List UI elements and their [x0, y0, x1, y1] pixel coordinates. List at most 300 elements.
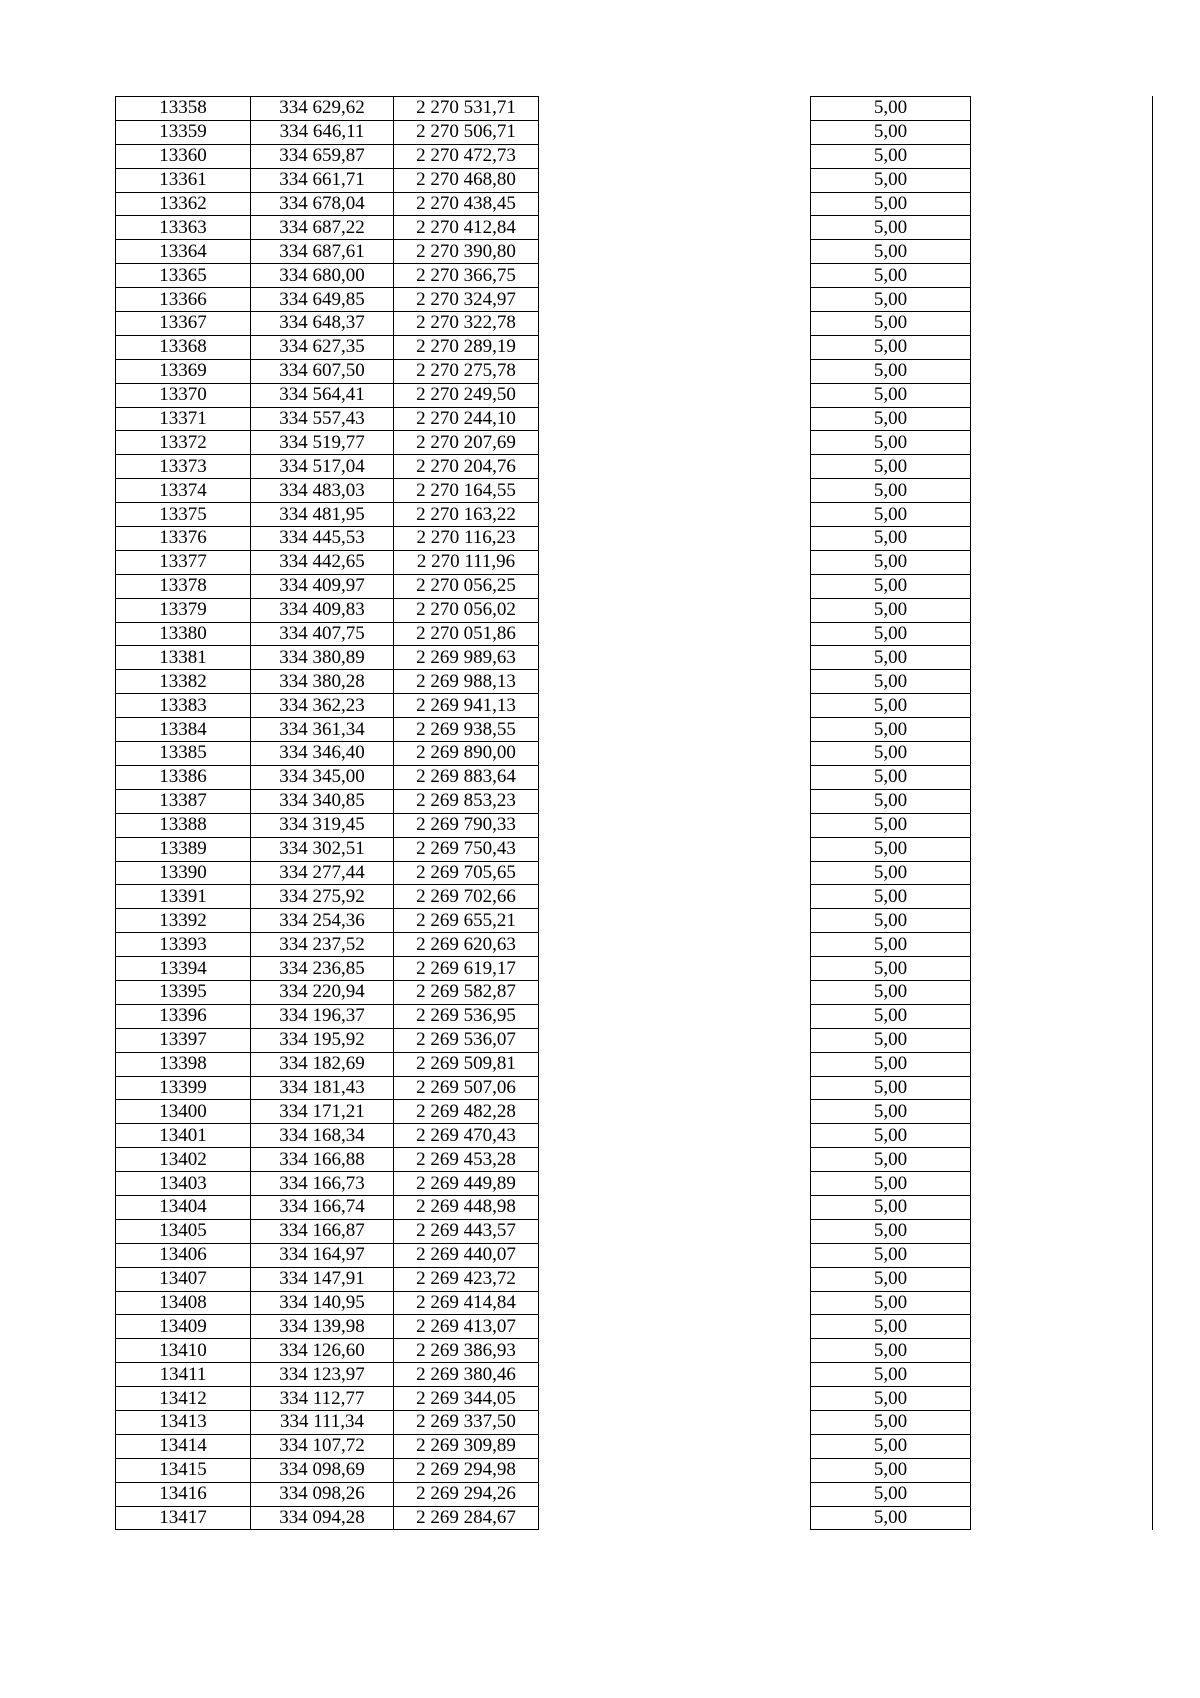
y-coordinate-cell: 2 270 390,80: [394, 240, 539, 264]
empty-cell: [539, 1482, 811, 1506]
table-row: [116, 407, 1153, 431]
x-coordinate-cell: 334 195,92: [251, 1028, 394, 1052]
value-cell: 5,00: [811, 144, 971, 168]
value-cell: 5,00: [811, 1363, 971, 1387]
value-cell: 5,00: [811, 1458, 971, 1482]
value-cell: 5,00: [811, 455, 971, 479]
table-row: [116, 192, 1153, 216]
note-cell: [971, 837, 1153, 861]
empty-cell: [539, 1243, 811, 1267]
point-number-cell: 13380: [116, 622, 251, 646]
table-row: [116, 479, 1153, 503]
note-cell: [971, 694, 1153, 718]
y-coordinate-cell: 2 270 244,10: [394, 407, 539, 431]
point-number-cell: 13369: [116, 359, 251, 383]
value-cell: 5,00: [811, 1028, 971, 1052]
x-coordinate-cell: 334 220,94: [251, 980, 394, 1004]
table-row: [116, 264, 1153, 288]
note-cell: [971, 431, 1153, 455]
note-cell: [971, 1100, 1153, 1124]
empty-cell: [539, 312, 811, 336]
x-coordinate-cell: 334 649,85: [251, 288, 394, 312]
empty-cell: [539, 550, 811, 574]
x-coordinate-cell: 334 564,41: [251, 383, 394, 407]
table-row: [116, 1148, 1153, 1172]
value-cell: 5,00: [811, 527, 971, 551]
value-cell: 5,00: [811, 503, 971, 527]
value-cell: 5,00: [811, 431, 971, 455]
point-number-cell: 13373: [116, 455, 251, 479]
table-row: [116, 216, 1153, 240]
note-cell: [971, 527, 1153, 551]
note-cell: [971, 861, 1153, 885]
x-coordinate-cell: 334 166,74: [251, 1195, 394, 1219]
empty-cell: [539, 240, 811, 264]
y-coordinate-cell: 2 270 111,96: [394, 550, 539, 574]
note-cell: [971, 1363, 1153, 1387]
y-coordinate-cell: 2 269 702,66: [394, 885, 539, 909]
note-cell: [971, 1243, 1153, 1267]
point-number-cell: 13402: [116, 1148, 251, 1172]
value-cell: 5,00: [811, 718, 971, 742]
point-number-cell: 13375: [116, 503, 251, 527]
table-row: [116, 1195, 1153, 1219]
value-cell: 5,00: [811, 97, 971, 121]
point-number-cell: 13397: [116, 1028, 251, 1052]
note-cell: [971, 359, 1153, 383]
empty-cell: [539, 1387, 811, 1411]
value-cell: 5,00: [811, 264, 971, 288]
point-number-cell: 13360: [116, 144, 251, 168]
point-number-cell: 13416: [116, 1482, 251, 1506]
x-coordinate-cell: 334 098,26: [251, 1482, 394, 1506]
note-cell: [971, 1172, 1153, 1196]
point-number-cell: 13390: [116, 861, 251, 885]
table-row: [116, 527, 1153, 551]
point-number-cell: 13393: [116, 933, 251, 957]
value-cell: 5,00: [811, 1172, 971, 1196]
y-coordinate-cell: 2 269 620,63: [394, 933, 539, 957]
empty-cell: [539, 335, 811, 359]
table-row: [116, 1219, 1153, 1243]
point-number-cell: 13392: [116, 909, 251, 933]
y-coordinate-cell: 2 270 322,78: [394, 312, 539, 336]
empty-cell: [539, 479, 811, 503]
point-number-cell: 13384: [116, 718, 251, 742]
note-cell: [971, 1219, 1153, 1243]
table-row: [116, 144, 1153, 168]
point-number-cell: 13414: [116, 1434, 251, 1458]
empty-cell: [539, 1291, 811, 1315]
y-coordinate-cell: 2 269 938,55: [394, 718, 539, 742]
point-number-cell: 13379: [116, 598, 251, 622]
y-coordinate-cell: 2 269 536,07: [394, 1028, 539, 1052]
table-row: [116, 1458, 1153, 1482]
point-number-cell: 13405: [116, 1219, 251, 1243]
x-coordinate-cell: 334 254,36: [251, 909, 394, 933]
value-cell: 5,00: [811, 120, 971, 144]
value-cell: 5,00: [811, 192, 971, 216]
empty-cell: [539, 1458, 811, 1482]
point-number-cell: 13403: [116, 1172, 251, 1196]
table-row: [116, 1004, 1153, 1028]
empty-cell: [539, 288, 811, 312]
point-number-cell: 13401: [116, 1124, 251, 1148]
value-cell: 5,00: [811, 550, 971, 574]
table-row: [116, 574, 1153, 598]
table-row: [116, 120, 1153, 144]
empty-cell: [539, 622, 811, 646]
y-coordinate-cell: 2 269 284,67: [394, 1506, 539, 1530]
x-coordinate-cell: 334 098,69: [251, 1458, 394, 1482]
empty-cell: [539, 1172, 811, 1196]
x-coordinate-cell: 334 166,73: [251, 1172, 394, 1196]
value-cell: 5,00: [811, 885, 971, 909]
note-cell: [971, 240, 1153, 264]
y-coordinate-cell: 2 270 472,73: [394, 144, 539, 168]
x-coordinate-cell: 334 519,77: [251, 431, 394, 455]
note-cell: [971, 1052, 1153, 1076]
y-coordinate-cell: 2 269 883,64: [394, 765, 539, 789]
x-coordinate-cell: 334 168,34: [251, 1124, 394, 1148]
value-cell: 5,00: [811, 1387, 971, 1411]
x-coordinate-cell: 334 407,75: [251, 622, 394, 646]
point-number-cell: 13406: [116, 1243, 251, 1267]
y-coordinate-cell: 2 270 366,75: [394, 264, 539, 288]
value-cell: 5,00: [811, 1148, 971, 1172]
value-cell: 5,00: [811, 1243, 971, 1267]
empty-cell: [539, 168, 811, 192]
y-coordinate-cell: 2 269 750,43: [394, 837, 539, 861]
x-coordinate-cell: 334 139,98: [251, 1315, 394, 1339]
value-cell: 5,00: [811, 359, 971, 383]
value-cell: 5,00: [811, 813, 971, 837]
value-cell: 5,00: [811, 670, 971, 694]
empty-cell: [539, 980, 811, 1004]
table-row: [116, 1387, 1153, 1411]
y-coordinate-cell: 2 270 204,76: [394, 455, 539, 479]
x-coordinate-cell: 334 557,43: [251, 407, 394, 431]
y-coordinate-cell: 2 269 423,72: [394, 1267, 539, 1291]
coordinates-table-body: [116, 97, 1153, 1530]
empty-cell: [539, 837, 811, 861]
note-cell: [971, 335, 1153, 359]
table-row: [116, 1100, 1153, 1124]
note-cell: [971, 1028, 1153, 1052]
x-coordinate-cell: 334 680,00: [251, 264, 394, 288]
x-coordinate-cell: 334 275,92: [251, 885, 394, 909]
table-row: [116, 1028, 1153, 1052]
empty-cell: [539, 1219, 811, 1243]
point-number-cell: 13381: [116, 646, 251, 670]
empty-cell: [539, 144, 811, 168]
value-cell: 5,00: [811, 1482, 971, 1506]
table-row: [116, 1363, 1153, 1387]
table-row: [116, 1291, 1153, 1315]
y-coordinate-cell: 2 269 443,57: [394, 1219, 539, 1243]
value-cell: 5,00: [811, 1004, 971, 1028]
point-number-cell: 13398: [116, 1052, 251, 1076]
value-cell: 5,00: [811, 622, 971, 646]
table-row: [116, 598, 1153, 622]
x-coordinate-cell: 334 659,87: [251, 144, 394, 168]
y-coordinate-cell: 2 269 705,65: [394, 861, 539, 885]
table-row: [116, 1124, 1153, 1148]
empty-cell: [539, 503, 811, 527]
x-coordinate-cell: 334 164,97: [251, 1243, 394, 1267]
empty-cell: [539, 1410, 811, 1434]
note-cell: [971, 1458, 1153, 1482]
point-number-cell: 13409: [116, 1315, 251, 1339]
x-coordinate-cell: 334 140,95: [251, 1291, 394, 1315]
note-cell: [971, 718, 1153, 742]
note-cell: [971, 455, 1153, 479]
y-coordinate-cell: 2 269 655,21: [394, 909, 539, 933]
note-cell: [971, 264, 1153, 288]
table-row: [116, 503, 1153, 527]
y-coordinate-cell: 2 269 414,84: [394, 1291, 539, 1315]
x-coordinate-cell: 334 236,85: [251, 957, 394, 981]
empty-cell: [539, 909, 811, 933]
table-row: [116, 980, 1153, 1004]
empty-cell: [539, 1076, 811, 1100]
note-cell: [971, 1267, 1153, 1291]
note-cell: [971, 813, 1153, 837]
value-cell: 5,00: [811, 1100, 971, 1124]
y-coordinate-cell: 2 269 619,17: [394, 957, 539, 981]
point-number-cell: 13407: [116, 1267, 251, 1291]
y-coordinate-cell: 2 270 506,71: [394, 120, 539, 144]
empty-cell: [539, 359, 811, 383]
point-number-cell: 13377: [116, 550, 251, 574]
y-coordinate-cell: 2 269 536,95: [394, 1004, 539, 1028]
empty-cell: [539, 1195, 811, 1219]
value-cell: 5,00: [811, 598, 971, 622]
empty-cell: [539, 264, 811, 288]
empty-cell: [539, 527, 811, 551]
empty-cell: [539, 574, 811, 598]
note-cell: [971, 1506, 1153, 1530]
x-coordinate-cell: 334 629,62: [251, 97, 394, 121]
value-cell: 5,00: [811, 383, 971, 407]
note-cell: [971, 192, 1153, 216]
x-coordinate-cell: 334 340,85: [251, 789, 394, 813]
point-number-cell: 13370: [116, 383, 251, 407]
table-row: [116, 813, 1153, 837]
point-number-cell: 13412: [116, 1387, 251, 1411]
empty-cell: [539, 694, 811, 718]
value-cell: 5,00: [811, 1506, 971, 1530]
table-row: [116, 909, 1153, 933]
note-cell: [971, 670, 1153, 694]
value-cell: 5,00: [811, 288, 971, 312]
y-coordinate-cell: 2 269 309,89: [394, 1434, 539, 1458]
point-number-cell: 13367: [116, 312, 251, 336]
y-coordinate-cell: 2 270 438,45: [394, 192, 539, 216]
point-number-cell: 13371: [116, 407, 251, 431]
point-number-cell: 13417: [116, 1506, 251, 1530]
y-coordinate-cell: 2 270 056,25: [394, 574, 539, 598]
y-coordinate-cell: 2 270 289,19: [394, 335, 539, 359]
note-cell: [971, 1124, 1153, 1148]
x-coordinate-cell: 334 627,35: [251, 335, 394, 359]
x-coordinate-cell: 334 442,65: [251, 550, 394, 574]
note-cell: [971, 1004, 1153, 1028]
y-coordinate-cell: 2 269 386,93: [394, 1339, 539, 1363]
y-coordinate-cell: 2 269 482,28: [394, 1100, 539, 1124]
empty-cell: [539, 1100, 811, 1124]
point-number-cell: 13374: [116, 479, 251, 503]
note-cell: [971, 909, 1153, 933]
y-coordinate-cell: 2 269 294,98: [394, 1458, 539, 1482]
x-coordinate-cell: 334 166,87: [251, 1219, 394, 1243]
table-row: [116, 670, 1153, 694]
point-number-cell: 13387: [116, 789, 251, 813]
note-cell: [971, 503, 1153, 527]
empty-cell: [539, 742, 811, 766]
x-coordinate-cell: 334 380,28: [251, 670, 394, 694]
table-row: [116, 861, 1153, 885]
note-cell: [971, 479, 1153, 503]
point-number-cell: 13359: [116, 120, 251, 144]
point-number-cell: 13404: [116, 1195, 251, 1219]
y-coordinate-cell: 2 269 853,23: [394, 789, 539, 813]
table-row: [116, 359, 1153, 383]
point-number-cell: 13382: [116, 670, 251, 694]
empty-cell: [539, 192, 811, 216]
x-coordinate-cell: 334 409,83: [251, 598, 394, 622]
point-number-cell: 13385: [116, 742, 251, 766]
value-cell: 5,00: [811, 789, 971, 813]
y-coordinate-cell: 2 270 051,86: [394, 622, 539, 646]
empty-cell: [539, 120, 811, 144]
table-row: [116, 1243, 1153, 1267]
value-cell: 5,00: [811, 980, 971, 1004]
table-row: [116, 1267, 1153, 1291]
note-cell: [971, 1410, 1153, 1434]
point-number-cell: 13365: [116, 264, 251, 288]
point-number-cell: 13368: [116, 335, 251, 359]
note-cell: [971, 288, 1153, 312]
value-cell: 5,00: [811, 909, 971, 933]
table-row: [116, 1172, 1153, 1196]
x-coordinate-cell: 334 319,45: [251, 813, 394, 837]
value-cell: 5,00: [811, 765, 971, 789]
note-cell: [971, 1387, 1153, 1411]
table-row: [116, 646, 1153, 670]
table-row: [116, 1052, 1153, 1076]
table-row: [116, 1434, 1153, 1458]
note-cell: [971, 598, 1153, 622]
y-coordinate-cell: 2 270 468,80: [394, 168, 539, 192]
value-cell: 5,00: [811, 1052, 971, 1076]
x-coordinate-cell: 334 483,03: [251, 479, 394, 503]
value-cell: 5,00: [811, 312, 971, 336]
x-coordinate-cell: 334 094,28: [251, 1506, 394, 1530]
note-cell: [971, 383, 1153, 407]
x-coordinate-cell: 334 126,60: [251, 1339, 394, 1363]
y-coordinate-cell: 2 270 275,78: [394, 359, 539, 383]
empty-cell: [539, 1004, 811, 1028]
x-coordinate-cell: 334 112,77: [251, 1387, 394, 1411]
point-number-cell: 13415: [116, 1458, 251, 1482]
value-cell: 5,00: [811, 168, 971, 192]
note-cell: [971, 574, 1153, 598]
point-number-cell: 13388: [116, 813, 251, 837]
x-coordinate-cell: 334 302,51: [251, 837, 394, 861]
x-coordinate-cell: 334 107,72: [251, 1434, 394, 1458]
table-row: [116, 1410, 1153, 1434]
note-cell: [971, 1195, 1153, 1219]
point-number-cell: 13362: [116, 192, 251, 216]
x-coordinate-cell: 334 607,50: [251, 359, 394, 383]
point-number-cell: 13411: [116, 1363, 251, 1387]
empty-cell: [539, 97, 811, 121]
empty-cell: [539, 455, 811, 479]
y-coordinate-cell: 2 269 449,89: [394, 1172, 539, 1196]
value-cell: 5,00: [811, 1291, 971, 1315]
y-coordinate-cell: 2 269 294,26: [394, 1482, 539, 1506]
x-coordinate-cell: 334 517,04: [251, 455, 394, 479]
y-coordinate-cell: 2 270 531,71: [394, 97, 539, 121]
x-coordinate-cell: 334 687,61: [251, 240, 394, 264]
value-cell: 5,00: [811, 1267, 971, 1291]
x-coordinate-cell: 334 123,97: [251, 1363, 394, 1387]
table-row: [116, 550, 1153, 574]
table-row: [116, 1506, 1153, 1530]
empty-cell: [539, 670, 811, 694]
empty-cell: [539, 216, 811, 240]
empty-cell: [539, 1052, 811, 1076]
x-coordinate-cell: 334 166,88: [251, 1148, 394, 1172]
y-coordinate-cell: 2 269 448,98: [394, 1195, 539, 1219]
note-cell: [971, 144, 1153, 168]
note-cell: [971, 1339, 1153, 1363]
note-cell: [971, 980, 1153, 1004]
value-cell: 5,00: [811, 861, 971, 885]
value-cell: 5,00: [811, 1195, 971, 1219]
value-cell: 5,00: [811, 1124, 971, 1148]
coordinates-table: [115, 96, 1153, 1530]
point-number-cell: 13386: [116, 765, 251, 789]
x-coordinate-cell: 334 147,91: [251, 1267, 394, 1291]
y-coordinate-cell: 2 269 440,07: [394, 1243, 539, 1267]
empty-cell: [539, 1363, 811, 1387]
point-number-cell: 13391: [116, 885, 251, 909]
y-coordinate-cell: 2 270 207,69: [394, 431, 539, 455]
y-coordinate-cell: 2 269 989,63: [394, 646, 539, 670]
y-coordinate-cell: 2 269 941,13: [394, 694, 539, 718]
x-coordinate-cell: 334 678,04: [251, 192, 394, 216]
value-cell: 5,00: [811, 216, 971, 240]
value-cell: 5,00: [811, 957, 971, 981]
point-number-cell: 13376: [116, 527, 251, 551]
table-row: [116, 240, 1153, 264]
point-number-cell: 13366: [116, 288, 251, 312]
empty-cell: [539, 1315, 811, 1339]
table-row: [116, 957, 1153, 981]
x-coordinate-cell: 334 409,97: [251, 574, 394, 598]
table-row: [116, 1482, 1153, 1506]
note-cell: [971, 646, 1153, 670]
x-coordinate-cell: 334 346,40: [251, 742, 394, 766]
value-cell: 5,00: [811, 1076, 971, 1100]
empty-cell: [539, 1339, 811, 1363]
table-row: [116, 1315, 1153, 1339]
empty-cell: [539, 718, 811, 742]
note-cell: [971, 1076, 1153, 1100]
empty-cell: [539, 1028, 811, 1052]
